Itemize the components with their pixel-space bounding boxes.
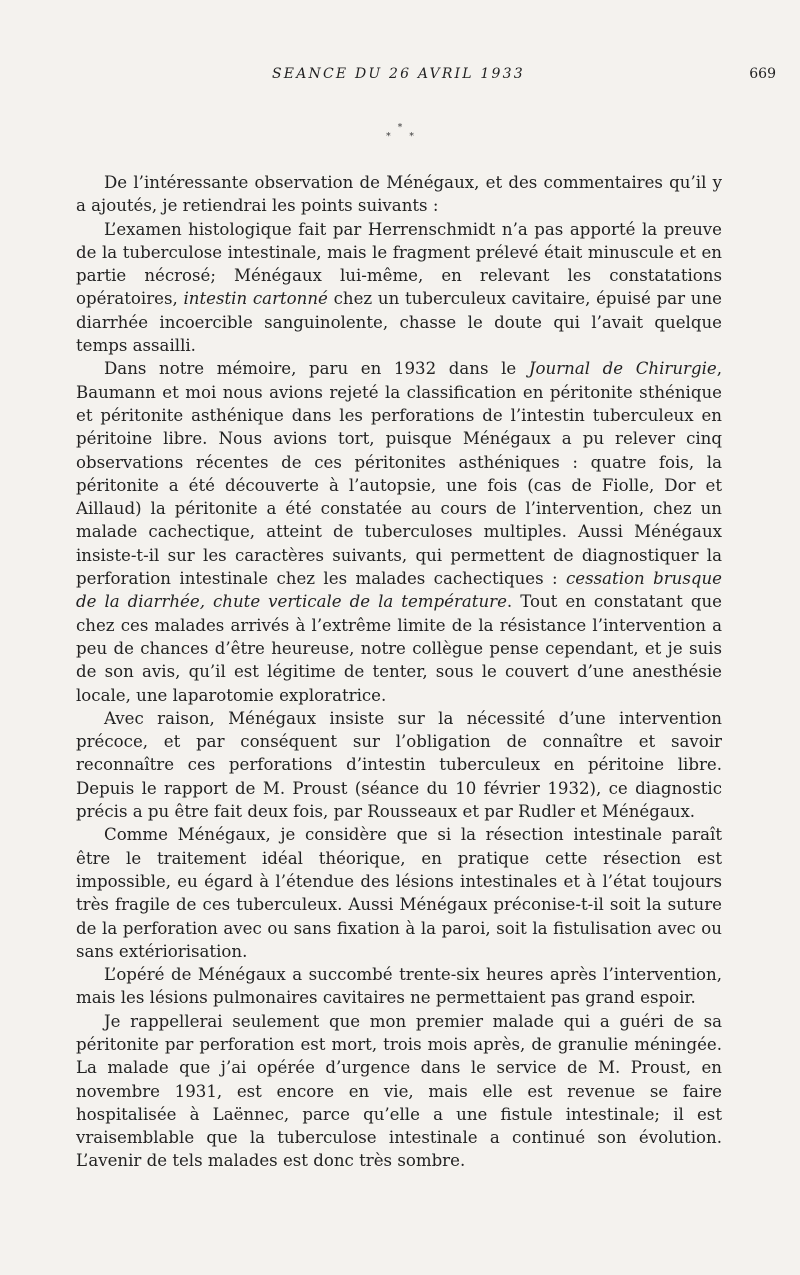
asterism-top-star: * — [397, 123, 403, 133]
paragraph-text: Avec raison, Ménégaux insiste sur la nécessité d’une intervention précoce, et par conséquent sur l’obligation de connaître et savoir reconnaître ces perforations d’intestin tuberculeux en péritoine libre. Depuis le rapport de M. Proust (séance du 10 février 1932), ce diagnostic précis a pu être fait deux fois, par Rousseaux et par Rudler et Ménégaux. — [76, 708, 722, 822]
paragraph-text: L’examen histologique fait par Herrenschmidt n’a pas apporté la preuve de la tuberculose intestinale, mais le fragment prélevé était minuscule et en partie nécrosé; Ménégaux lui-même, en relevant les constatations opératoires, — [76, 219, 722, 309]
page-number: 669 — [749, 66, 776, 82]
paragraph-text: Dans notre mémoire, paru en 1932 dans le — [104, 359, 529, 379]
paragraph-text: L’opéré de Ménégaux a succombé trente-six heures après l’intervention, mais les lésions pulmonaires cavitaires ne permettaient pas grand espoir. — [76, 965, 722, 1008]
paragraph-text: De l’intéressante observation de Ménégaux, et des commentaires qu’il y a ajoutés, je retiendrai les points suivants : — [76, 173, 722, 216]
asterism-bottom-stars: * * — [386, 132, 422, 142]
italic-term: cessation brusque de la diarrhée, chute verticale de la température — [76, 569, 722, 612]
page-header — [0, 66, 800, 86]
paragraph-text: Comme Ménégaux, je considère que si la résection intestinale paraît être le traitement idéal théorique, en pratique cette résection est impossible, eu égard à l’étendue des lésions intestinales et à l’état toujours très fragile de ces tuberculeux. Aussi Ménégaux préconise-t-il soit la suture de la perforation avec ou sans fixation à la paroi, soit la fistulisation avec ou sans extériorisation. — [76, 825, 722, 961]
italic-term: intestin cartonné — [183, 289, 328, 309]
paragraph — [76, 1010, 722, 1173]
paragraph — [76, 707, 722, 823]
paragraph — [76, 963, 722, 1010]
journal-title: Journal de Chirurgie — [528, 359, 717, 379]
paragraph-text: . Tout en constatant que chez ces malades arrivés à l’extrême limite de la résistance l’intervention a peu de chances d’être heureuse, notre collègue pense cependant, et je suis de son avis, qu’il est légitime de tenter, sous le couvert d’une anesthésie locale, une laparotomie exploratrice. — [76, 592, 722, 705]
paragraph — [76, 357, 722, 706]
paragraph-text: Je rappellerai seulement que mon premier malade qui a guéri de sa péritonite par perforation est mort, trois mois après, de granulie méningée. La malade que j’ai opérée d’urgence dans le service de M. Proust, en novembre 1931, est encore en vie, mais elle est revenue se faire hospitalisée à Laënnec, parce qu’elle a une fistule intestinale; il est vraisemblable que la tuberculose intestinale a continué son évolution. L’avenir de tels malades est donc très sombre. — [76, 1011, 722, 1171]
paragraph-text: , Baumann et moi nous avions rejeté la classification en péritonite sthénique et péritonite asthénique dans les perforations de l’intestin tuberculeux en péritoine libre. Nous avions tort, puisque Ménégaux a pu relever cinq observations récentes de ces péritonites asthéniques : quatre fois, la péritonite a été découverte à l’autopsie, une fois (cas de Fiolle, Dor et Aillaud) la péritonite a été constatée au cours de l’intervention, chez un malade cachectique, atteint de tuberculoses multiples. Aussi Ménégaux insiste-t-il sur les caractères suivants, qui permettent de diagnostiquer la perforation intestinale chez les malades cachectiques : — [76, 359, 722, 589]
paragraph — [76, 218, 722, 358]
running-head: SEANCE DU 26 AVRIL 1933 — [272, 66, 525, 82]
paragraph — [76, 171, 722, 218]
section-asterism — [0, 124, 800, 142]
body-text — [76, 171, 722, 1173]
paragraph-text: chez un tuberculeux cavitaire, épuisé par une diarrhée incoercible sanguinolente, chasse le doute qui l’avait quelque temps assailli. — [76, 289, 722, 356]
paragraph — [76, 823, 722, 963]
